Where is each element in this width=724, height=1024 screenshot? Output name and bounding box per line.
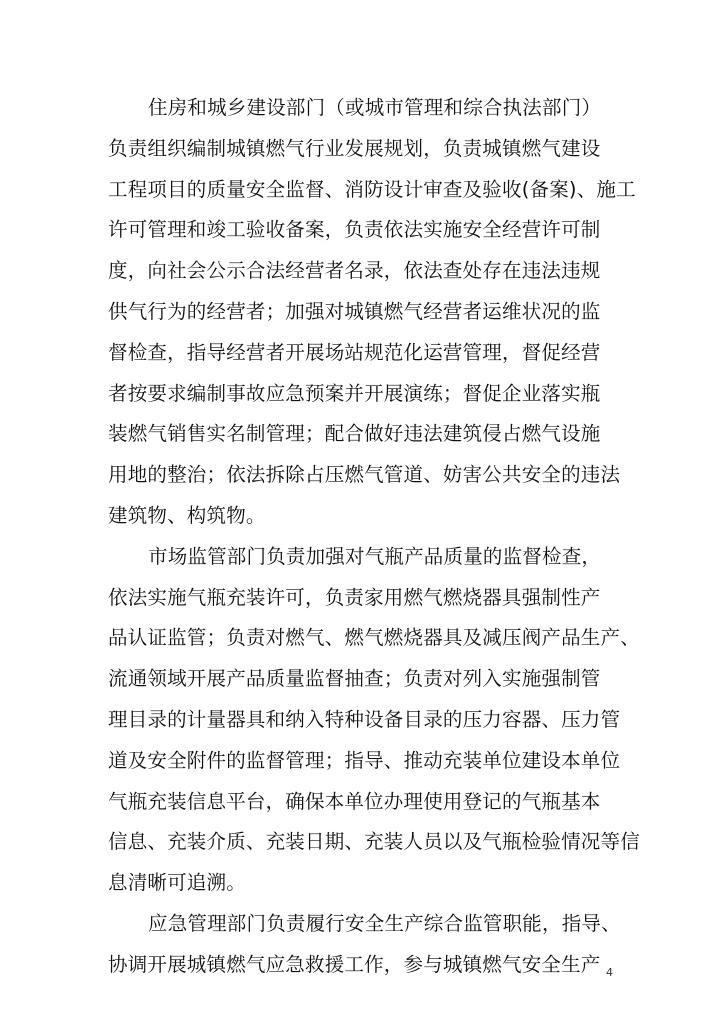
paragraph-3-line-2: 协调开展城镇燃气应急救援工作，参与城镇燃气安全生产 [108, 952, 601, 976]
paragraph-1-line-5: 度，向社会公示合法经营者名录，依法查处存在违法违规 [108, 259, 601, 283]
paragraph-2-line-1: 市场监管部门负责加强对气瓶产品质量的监督检查， [148, 544, 602, 568]
paragraph-2-line-3: 品认证监管；负责对燃气、燃气燃烧器具及减压阀产品生产、 [108, 626, 640, 650]
paragraph-1-line-8: 者按要求编制事故应急预案并开展演练；督促企业落实瓶 [108, 381, 601, 405]
paragraph-3-line-1: 应急管理部门负责履行安全生产综合监管职能，指导、 [148, 911, 621, 935]
paragraph-2-line-4: 流通领域开展产品质量监督抽查；负责对列入实施强制管 [108, 667, 601, 691]
paragraph-2-line-7: 气瓶充装信息平台，确保本单位办理使用登记的气瓶基本 [108, 789, 601, 813]
body-text [108, 88, 640, 986]
paragraph-2-line-8: 信息、充装介质、充装日期、充装人员以及气瓶检验情况等信 [108, 830, 640, 854]
paragraph-1-line-10: 用地的整治；依法拆除占压燃气管道、妨害公共安全的违法 [108, 463, 621, 487]
paragraph-1-line-7: 督检查，指导经营者开展场站规范化运营管理，督促经营 [108, 340, 601, 364]
paragraph-1-line-6: 供气行为的经营者；加强对城镇燃气经营者运维状况的监 [108, 299, 601, 323]
paragraph-2-line-2: 依法实施气瓶充装许可，负责家用燃气燃烧器具强制性产 [108, 585, 601, 609]
paragraph-1-line-3: 工程项目的质量安全监督、消防设计审查及验收(备案)、施工 [108, 177, 636, 201]
paragraph-1-line-2: 负责组织编制城镇燃气行业发展规划，负责城镇燃气建设 [108, 136, 601, 160]
paragraph-2-line-5: 理目录的计量器具和纳入特种设备目录的压力容器、压力管 [108, 707, 621, 731]
paragraph-1-line-1: 住房和城乡建设部门（或城市管理和综合执法部门） [148, 96, 602, 119]
paragraph-1-line-4: 许可管理和竣工验收备案，负责依法实施安全经营许可制 [108, 218, 601, 242]
paragraph-2-line-6: 道及安全附件的监督管理；指导、推动充装单位建设本单位 [108, 748, 621, 772]
paragraph-1-line-9: 装燃气销售实名制管理；配合做好违法建筑侵占燃气设施 [108, 422, 601, 446]
page-number: 4 [606, 966, 613, 979]
paragraph-2-line-9: 息清晰可追溯。 [108, 871, 246, 895]
paragraph-1-line-11: 建筑物、构筑物。 [108, 503, 266, 527]
